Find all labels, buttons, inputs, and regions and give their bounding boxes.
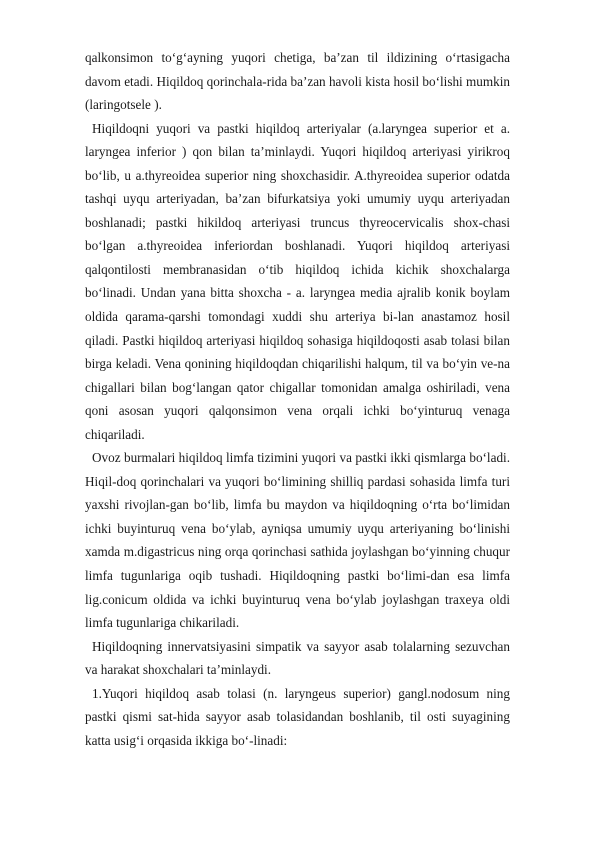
document-page (85, 46, 510, 752)
paragraph-superior-laryngeal-nerve: 1.Yuqori hiqildoq asab tolasi (n. laryngeus superior) gangl.nodosum ning pastki qismi sat-hida sayyor asab tolasidandan boshlanib, til osti suyagining katta usig‘i orqasida ikkiga bo‘-linadi: (85, 685, 510, 748)
paragraph-innervation: Hiqildoqning innervatsiyasini simpatik va sayyor asab tolalarning sezuvchan va harakat shoxchalari ta’minlaydi. (85, 638, 510, 678)
paragraph-blood-supply: Hiqildoqni yuqori va pastki hiqildoq arteriyalar (a.laryngea superior et a. laryngea inferior ) qon bilan ta’minlaydi. Yuqori hiqildoq arteriyasi yirikroq bo‘lib, u a.thyreoidea superior ning shoxchasidir. A.thyreoidea superior odatda tashqi uyqu arteriyadan, ba’zan bifurkatsiya yoki umumiy uyqu arteriyadan boshlanadi; pastki hikildoq arteriyasi truncus thyreocervicalis shox-chasi bo‘lgan a.thyreoidea inferiordan boshlanadi. Yuqori hiqildoq arteriyasi qalqontilosti membranasidan o‘tib hiqildoq ichida kichik shoxchalarga bo‘linadi. Undan yana bitta shoxcha - a. laryngea media ajralib konik boylam oldida qarama-qarshi tomondagi xuddi shu arteriya bi-lan anastamoz hosil qiladi. Pastki hiqildoq arteriyasi hiqildoq sohasiga hiqildoqosti asab tolasi bilan birga keladi. Vena qonining hiqildoqdan chiqarilishi halqum, til va bo‘yin ve-na chigallari bilan bog‘langan qator chigallar tomonidan amalga oshiriladi, vena qoni asosan yuqori qalqonsimon vena orqali ichki bo‘yinturuq venaga chiqariladi. (85, 120, 510, 442)
paragraph-continuation: qalkonsimon to‘g‘ayning yuqori chetiga, ba’zan til ildizining o‘rtasigacha davom etadi. Hiqildoq qorinchala-rida ba’zan havoli kista hosil bo‘lishi mumkin (laringotsele ). (85, 50, 510, 113)
paragraph-lymph-system: Ovoz burmalari hiqildoq limfa tizimini yuqori va pastki ikki qismlarga bo‘ladi. Hiqil-doq qorinchalari va yuqori bo‘limining shilliq pardasi sohasida limfa turi yaxshi rivojlan-gan bo‘lib, limfa bu maydon va hiqildoqning o‘rta bo‘limidan ichki buyinturuq vena bo‘ylab, ayniqsa umumiy uyqu arteriyaning bo‘linishi xamda m.digastricus ning orqa qorinchasi sathida joylashgan bo‘yinning chuqur limfa tugunlariga oqib tushadi. Hiqildoqning pastki bo‘limi-dan esa limfa lig.conicum oldida va ichki buyinturuq vena bo‘ylab joylashgan traxeya oldi limfa tugunlariga chikariladi. (85, 450, 510, 631)
